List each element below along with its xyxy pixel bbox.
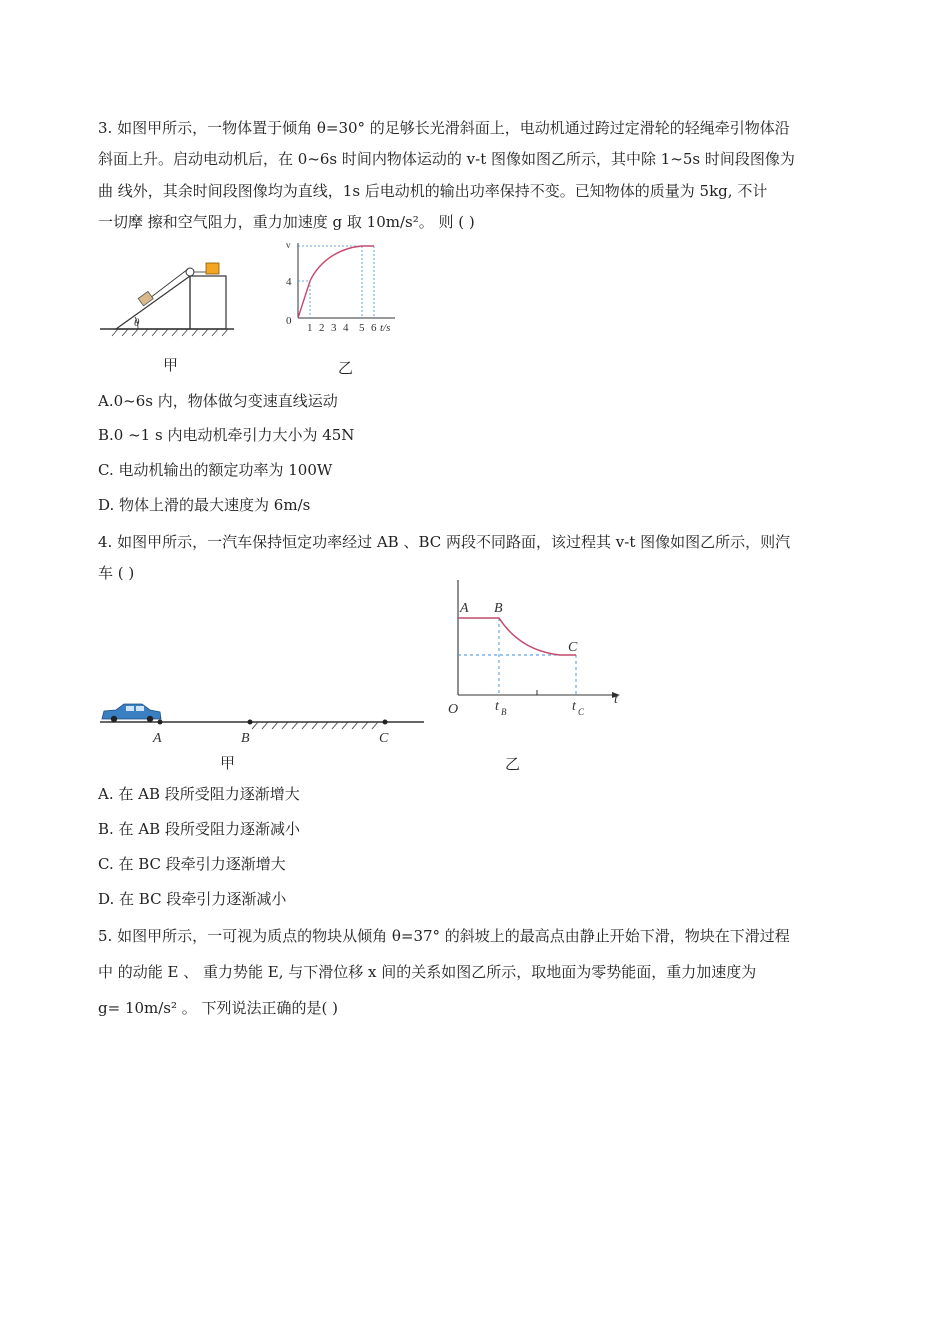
q4-option-d: D. 在 BC 段牵引力逐渐减小	[98, 890, 287, 908]
q4-graph-t-label: t	[614, 692, 618, 707]
q5-text-line-1: 5. 如图甲所示，一可视为质点的物块从倾角 θ=37° 的斜坡上的最高点由静止开始下滑，物块在下滑过程	[98, 927, 790, 945]
q4-road-point-a: A	[153, 731, 162, 746]
q4-option-b: B. 在 AB 段所受阻力逐渐减小	[98, 820, 300, 838]
q3-option-a: A.0~6s 内，物体做匀变速直线运动	[98, 392, 338, 410]
q4-option-a: A. 在 AB 段所受阻力逐渐增大	[98, 785, 300, 803]
q3-fig-jia-caption: 甲	[163, 356, 179, 374]
q4-road-point-b: B	[241, 731, 250, 746]
q4-graph-origin: O	[448, 702, 459, 717]
q3-text-line-4: 一切摩 擦和空气阻力，重力加速度 g 取 10m/s²。 则 ( )	[98, 213, 475, 231]
q3-graph-x-tick-2: 2	[319, 322, 325, 334]
q5-text-line-3: g= 10m/s² 。 下列说法正确的是( )	[98, 999, 339, 1017]
q4-graph-tick-tc: t	[572, 699, 576, 714]
q3-text-line-3: 曲 线外，其余时间段图像均为直线，1s 后电动机的输出功率保持不变。已知物体的质量为 5kg, 不计	[98, 182, 768, 200]
q4-road-figure	[98, 698, 428, 748]
q4-fig-yi-caption: 乙	[505, 755, 521, 773]
q4-graph-tick-tb: t	[495, 699, 499, 714]
q4-text-line-1: 4. 如图甲所示，一汽车保持恒定功率经过 AB 、BC 两段不同路面，该过程其 v-t 图像如图乙所示，则汽	[98, 533, 791, 551]
q4-graph-tick-tc-sub: C	[578, 707, 585, 717]
q4-graph-point-c: C	[568, 640, 578, 655]
q3-graph-x-tick-6: 6	[371, 322, 377, 334]
q3-text-line-2: 斜面上升。启动电动机后，在 0~6s 时间内物体运动的 v-t 图像如图乙所示，其中除 1~5s 时间段图像为	[98, 150, 795, 168]
q3-graph-y-tick-4: 4	[286, 276, 292, 288]
q4-text-line-2: 车 ( )	[98, 564, 135, 582]
car-icon	[102, 704, 161, 722]
q4-vt-graph	[440, 576, 630, 721]
q3-text-line-1: 3. 如图甲所示，一物体置于倾角 θ=30° 的足够长光滑斜面上，电动机通过跨过定滑轮的轻绳牵引物体沿	[98, 119, 790, 137]
q3-angle-label: θ	[134, 317, 140, 329]
q3-graph-x-tick-5: 5	[359, 322, 365, 334]
q4-option-c: C. 在 BC 段牵引力逐渐增大	[98, 855, 286, 873]
q4-graph-tick-tb-sub: B	[501, 707, 507, 717]
q4-graph-point-b: B	[494, 601, 503, 616]
q4-road-point-c: C	[379, 731, 389, 746]
q3-graph-x-tick-4: 4	[343, 322, 349, 334]
q4-graph-point-a: A	[460, 601, 469, 616]
q5-text-line-2: 中 的动能 E 、 重力势能 E, 与下滑位移 x 间的关系如图乙所示，取地面为零势能面，重力加速度为	[98, 963, 757, 981]
q3-fig-yi-caption: 乙	[338, 359, 354, 377]
q3-graph-origin: 0	[286, 315, 292, 327]
q3-graph-v-label: v	[286, 240, 291, 250]
q3-option-d: D. 物体上滑的最大速度为 6m/s	[98, 496, 311, 514]
q3-vt-graph	[280, 238, 410, 338]
q3-option-c: C. 电动机输出的额定功率为 100W	[98, 461, 333, 479]
q3-incline-figure	[98, 250, 238, 340]
q3-graph-t-label: t/s	[380, 322, 391, 334]
q3-graph-x-tick-1: 1	[307, 322, 313, 334]
q3-option-b: B.0 ~1 s 内电动机牵引力大小为 45N	[98, 426, 355, 444]
q4-fig-jia-caption: 甲	[220, 754, 236, 772]
q3-graph-x-tick-3: 3	[331, 322, 337, 334]
